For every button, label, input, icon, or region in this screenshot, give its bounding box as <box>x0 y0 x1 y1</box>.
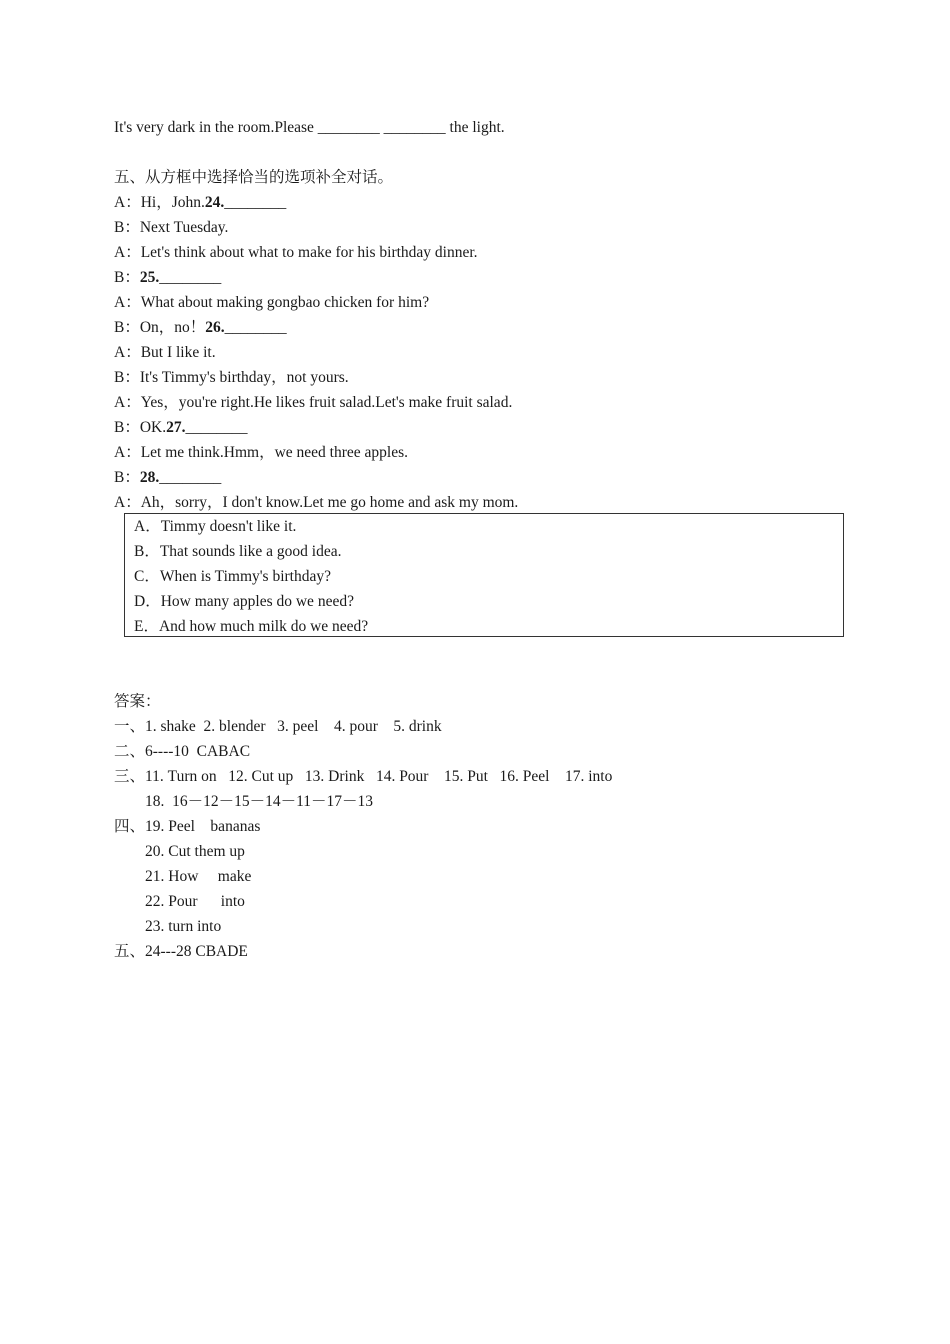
dialogue-line <box>114 243 478 263</box>
option-c: C．When is Timmy's birthday? <box>134 568 331 585</box>
answer-blank: ________ <box>159 469 222 486</box>
fill-in-sentence: It's very dark in the room.Please ________ ________ the light. <box>114 119 505 136</box>
dialogue-line <box>114 193 286 213</box>
dialogue-line <box>114 443 408 463</box>
answer-blank: ________ <box>159 269 222 286</box>
dialogue-text: A：Ah，sorry，I don't know.Let me go home and ask my mom. <box>114 494 519 511</box>
dialogue-line <box>114 268 221 288</box>
options-box <box>124 513 844 637</box>
answer-line: 五、24---28 CBADE <box>114 943 248 960</box>
answer-line: 一、1. shake 2. blender 3. peel 4. pour 5. drink <box>114 718 442 735</box>
option-e: E．And how much milk do we need? <box>134 618 369 635</box>
answer-line: 三、11. Turn on 12. Cut up 13. Drink 14. Pour 15. Put 16. Peel 17. into <box>114 768 613 785</box>
question-number: 25. <box>139 269 160 286</box>
dialogue-text: B： <box>114 269 140 286</box>
question-number: 24. <box>204 194 225 211</box>
answer-line: 二、6----10 CABAC <box>114 743 251 760</box>
answer-line: 21. How make <box>114 868 252 885</box>
dialogue-text: A：Yes，you're right.He likes fruit salad.Let's make fruit salad. <box>114 394 513 411</box>
option-a: A．Timmy doesn't like it. <box>134 518 297 535</box>
dialogue-line <box>114 393 512 413</box>
dialogue-text: A：Hi，John. <box>114 194 205 211</box>
answer-line: 22. Pour into <box>114 893 245 910</box>
dialogue-line <box>114 368 349 388</box>
dialogue-line <box>114 468 221 488</box>
dialogue-line <box>114 418 247 438</box>
answer-blank: ________ <box>224 194 287 211</box>
answer-blank: ________ <box>185 419 248 436</box>
dialogue-line <box>114 493 518 513</box>
answer-blank: ________ <box>224 319 287 336</box>
dialogue-line <box>114 218 228 238</box>
answer-line: 四、19. Peel bananas <box>114 818 261 835</box>
dialogue-text: A：Let me think.Hmm，we need three apples. <box>114 444 408 461</box>
question-number: 26. <box>205 319 225 336</box>
answer-line: 20. Cut them up <box>114 843 245 860</box>
section-five-heading: 五、从方框中选择恰当的选项补全对话。 <box>114 169 394 186</box>
dialogue-line <box>114 343 216 363</box>
answers-heading: 答案： <box>114 693 161 710</box>
dialogue-text: B：On，no！ <box>114 319 206 336</box>
dialogue-text: B：It's Timmy's birthday，not yours. <box>114 369 349 386</box>
dialogue-text: A：Let's think about what to make for his birthday dinner. <box>114 244 478 261</box>
dialogue-text: B：OK. <box>114 419 167 436</box>
dialogue-line <box>114 318 287 338</box>
question-number: 27. <box>166 419 186 436</box>
option-d: D．How many apples do we need? <box>134 593 354 610</box>
dialogue-text: A：What about making gongbao chicken for him? <box>114 294 430 311</box>
option-b: B．That sounds like a good idea. <box>134 543 342 560</box>
dialogue-line <box>114 293 429 313</box>
answer-line: 23. turn into <box>114 918 222 935</box>
answer-line: 18. 16－12－15－14－11－17－13 <box>114 793 374 810</box>
question-number: 28. <box>139 469 160 486</box>
dialogue-text: B：Next Tuesday. <box>114 219 229 236</box>
dialogue-text: B： <box>114 469 140 486</box>
dialogue-text: A：But I like it. <box>114 344 216 361</box>
